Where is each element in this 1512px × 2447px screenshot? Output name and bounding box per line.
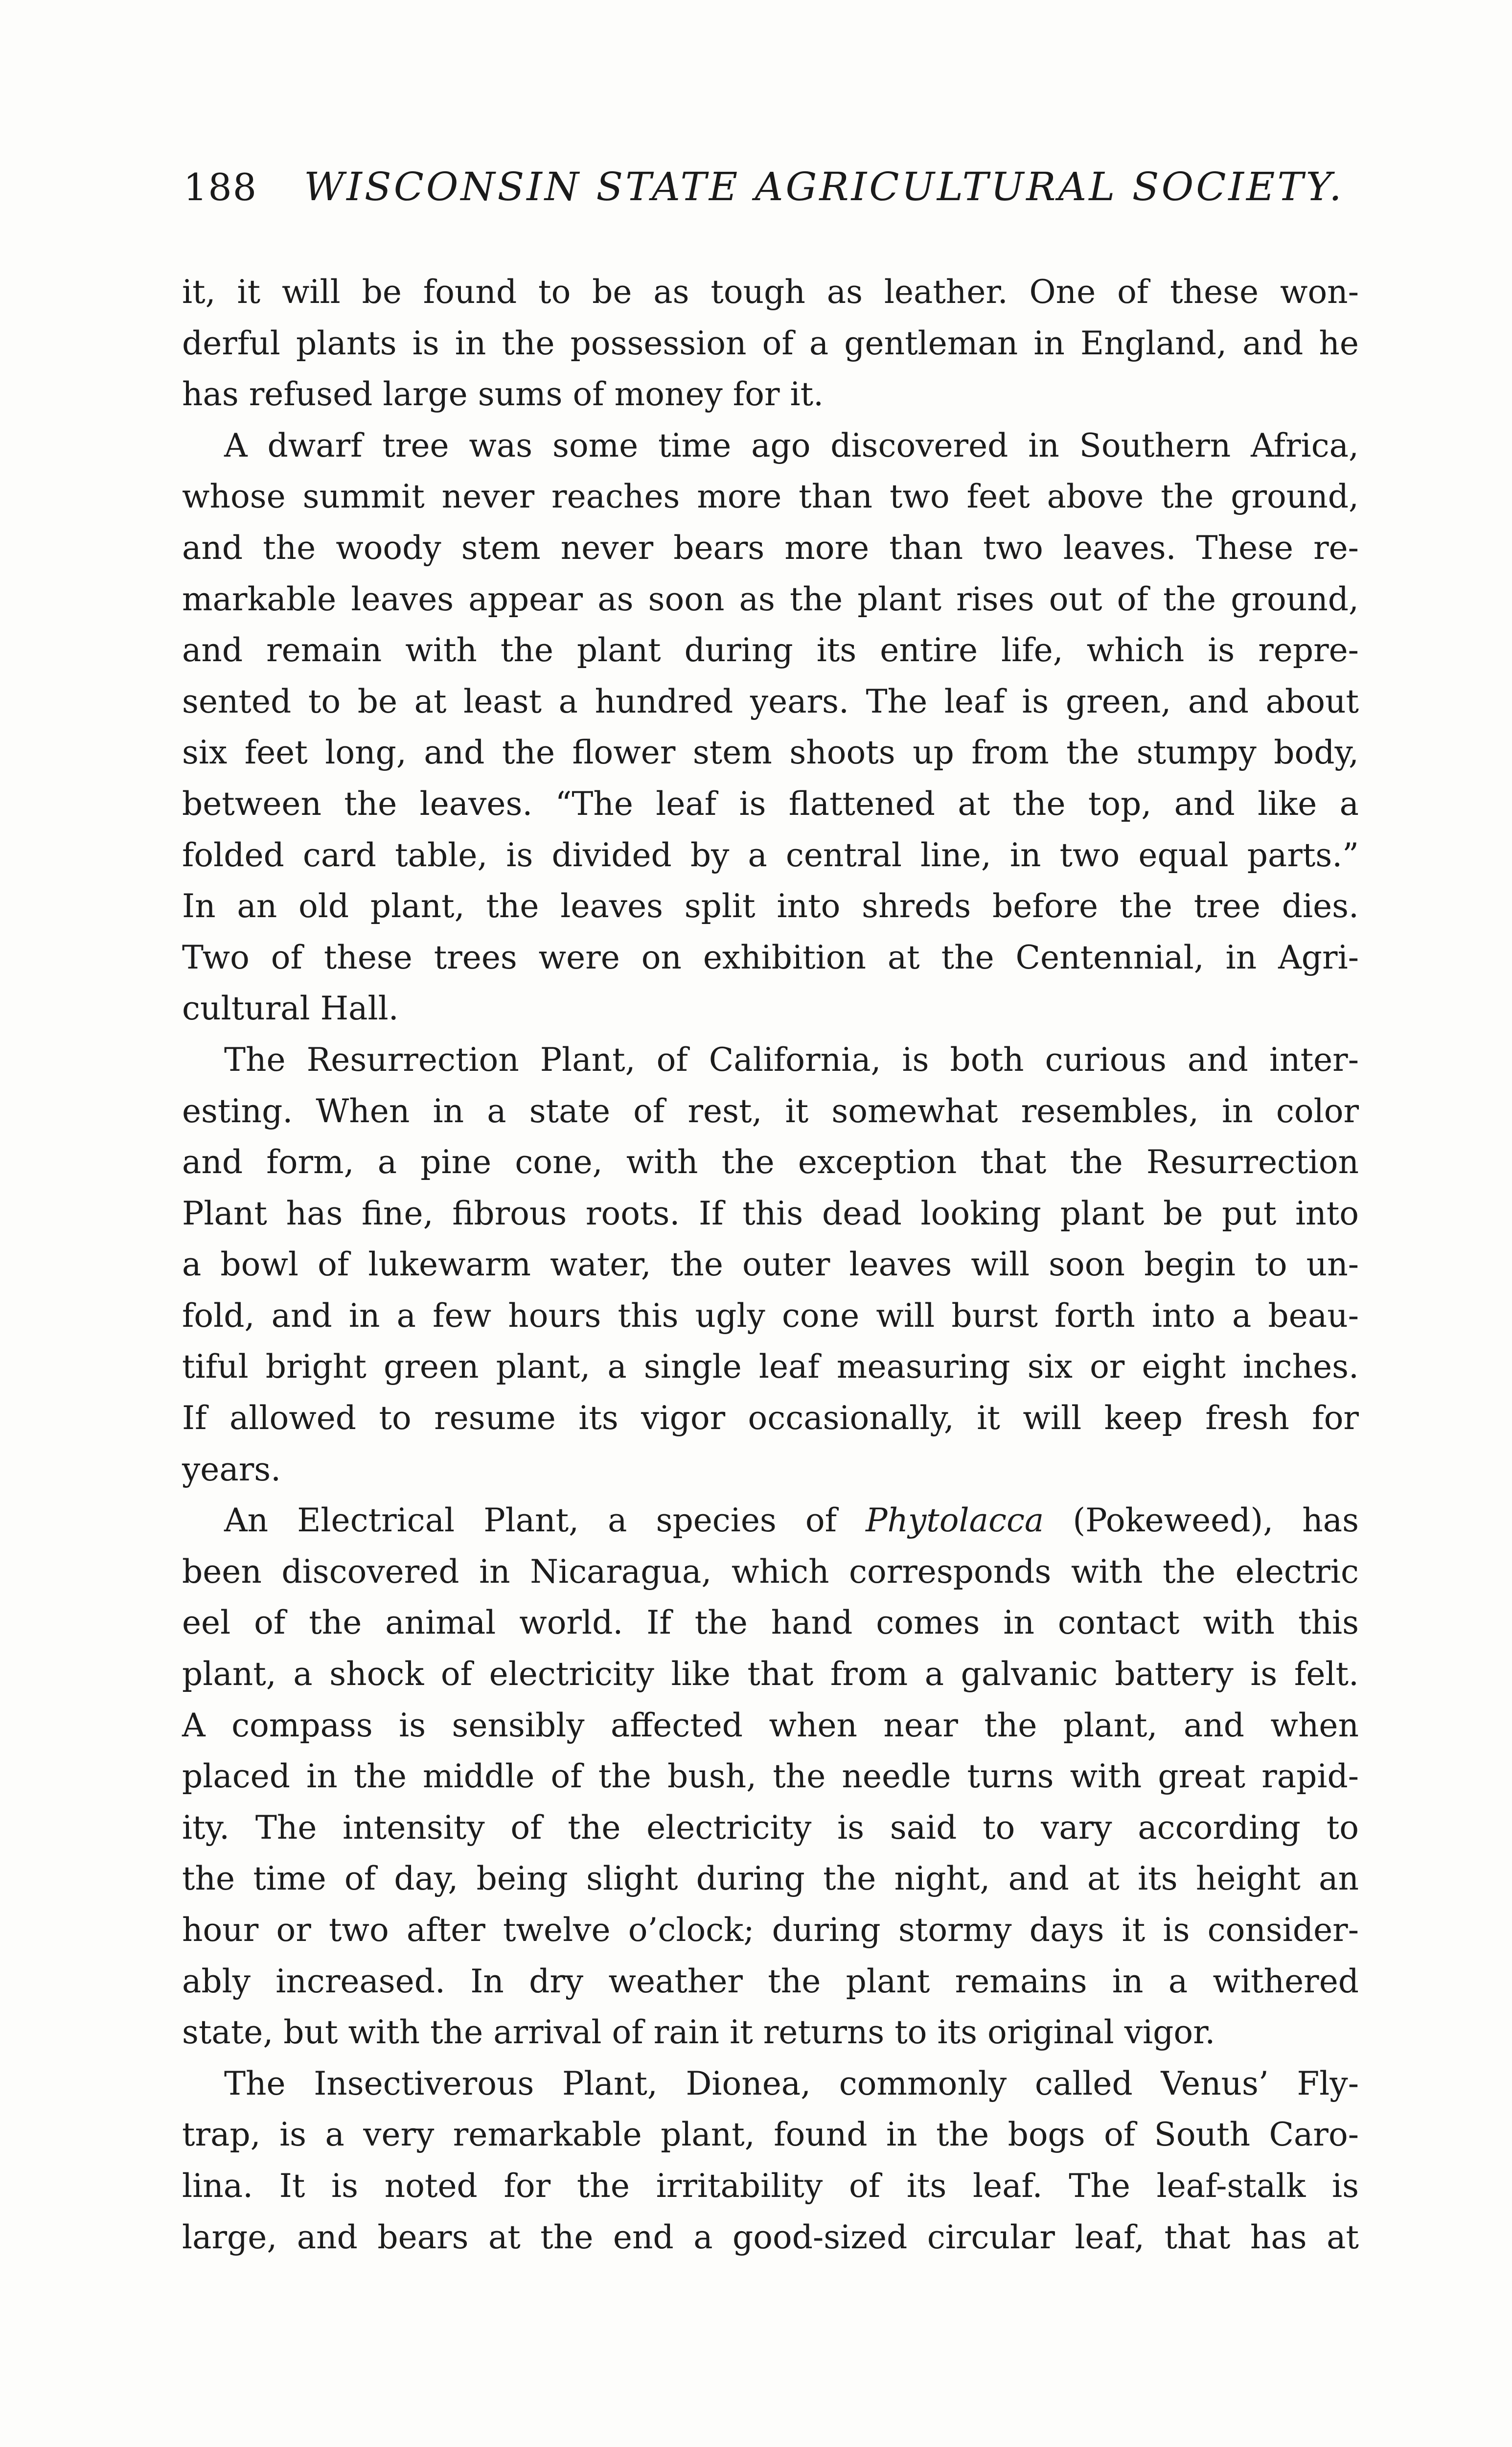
text-line: esting. When in a state of rest, it somewhat resembles, in color [182, 1092, 1359, 1130]
text-line: ably increased. In dry weather the plant remains in a withered [182, 1962, 1359, 2000]
text-segment: An Electrical Plant, a species of [224, 1501, 866, 1540]
paragraph [182, 2058, 1359, 2263]
text-line: In an old plant, the leaves split into shreds before the tree dies. [182, 887, 1359, 925]
text-line: a bowl of lukewarm water, the outer leaves will soon begin to un- [182, 1246, 1359, 1284]
text-line: whose summit never reaches more than two feet above the ground, [182, 478, 1359, 516]
text-line: and form, a pine cone, with the exception that the Resurrection [182, 1143, 1359, 1181]
paragraph [182, 1495, 1359, 2058]
text-line: between the leaves. “The leaf is flattened at the top, and like a [182, 785, 1359, 823]
paragraph [182, 420, 1359, 1035]
text-line: large, and bears at the end a good-sized circular leaf, that has at [182, 2218, 1359, 2256]
page-header [183, 164, 1358, 223]
text-line: The Insectiverous Plant, Dionea, commonly called Venus’ Fly- [224, 2064, 1359, 2102]
text-line: markable leaves appear as soon as the plant rises out of the ground, [182, 580, 1359, 618]
italic-term: Phytolacca [866, 1501, 1044, 1540]
text-line: If allowed to resume its vigor occasionally, it will keep fresh for [182, 1399, 1359, 1437]
text-line: plant, a shock of electricity like that from a galvanic battery is felt. [182, 1655, 1359, 1693]
body-text [182, 267, 1359, 2263]
text-line: been discovered in Nicaragua, which corresponds with the electric [182, 1552, 1359, 1591]
text-line: ity. The intensity of the electricity is said to vary according to [182, 1808, 1359, 1847]
text-line: sented to be at least a hundred years. The leaf is green, and about [182, 682, 1359, 720]
text-line: years. [182, 1450, 281, 1488]
text-line: it, it will be found to be as tough as leather. One of these won- [182, 273, 1359, 311]
text-line: hour or two after twelve o’clock; during stormy days it is consider- [182, 1911, 1359, 1949]
text-line: has refused large sums of money for it. [182, 375, 824, 414]
text-line: trap, is a very remarkable plant, found in the bogs of South Caro- [182, 2116, 1359, 2154]
text-line: Plant has fine, fibrous roots. If this dead looking plant be put into [182, 1194, 1359, 1232]
paragraph [182, 1035, 1359, 1495]
text-line: placed in the middle of the bush, the needle turns with great rapid- [182, 1757, 1359, 1796]
text-line: tiful bright green plant, a single leaf measuring six or eight inches. [182, 1348, 1359, 1386]
text-line: eel of the animal world. If the hand comes in contact with this [182, 1604, 1359, 1642]
page-number: 188 [183, 165, 258, 209]
text-line: state, but with the arrival of rain it returns to its original vigor. [182, 2013, 1215, 2052]
text-line: derful plants is in the possession of a gentleman in England, and he [182, 324, 1359, 362]
text-line: The Resurrection Plant, of California, is both curious and inter- [224, 1040, 1359, 1079]
text-line: folded card table, is divided by a central line, in two equal parts.” [182, 836, 1359, 874]
text-line: and the woody stem never bears more than two leaves. These re- [182, 529, 1359, 567]
paragraph [182, 267, 1359, 420]
text-line: A compass is sensibly affected when near the plant, and when [182, 1706, 1359, 1744]
text-line: A dwarf tree was some time ago discovered in Southern Africa, [224, 426, 1359, 464]
running-head: WISCONSIN STATE AGRICULTURAL SOCIETY. [304, 164, 1344, 209]
text-segment: (Pokeweed), has [1044, 1501, 1359, 1540]
text-line: lina. It is noted for the irritability of its leaf. The leaf-stalk is [182, 2167, 1359, 2205]
text-line: cultural Hall. [182, 990, 399, 1028]
text-line: and remain with the plant during its entire life, which is repre- [182, 631, 1359, 669]
text-line: Two of these trees were on exhibition at the Centennial, in Agri- [182, 938, 1359, 976]
text-line [182, 1495, 1359, 1547]
text-line: the time of day, being slight during the night, and at its height an [182, 1860, 1359, 1898]
text-line: six feet long, and the flower stem shoots up from the stumpy body, [182, 734, 1359, 772]
text-line: fold, and in a few hours this ugly cone will burst forth into a beau- [182, 1296, 1359, 1335]
